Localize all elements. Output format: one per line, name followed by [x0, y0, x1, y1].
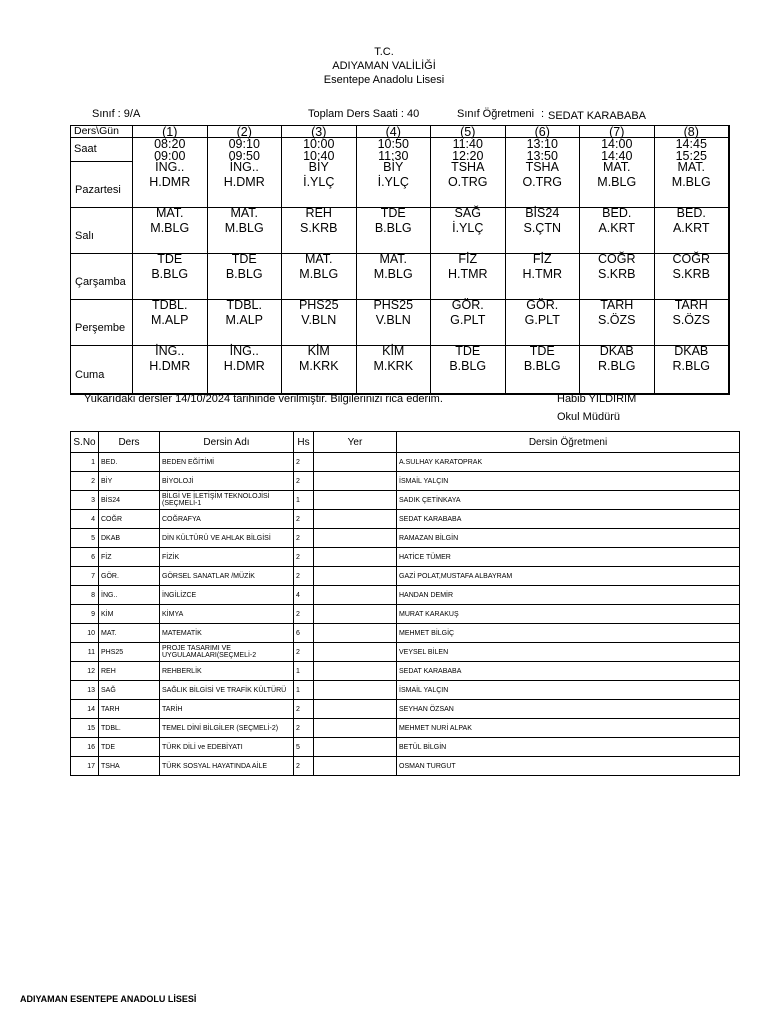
- period-end: 11:30: [378, 149, 409, 163]
- schedule-cell: [580, 208, 655, 254]
- course-name: DİN KÜLTÜRÜ VE AHLAK BİLGİSİ: [160, 529, 294, 548]
- schedule-cell: [655, 208, 730, 254]
- period-number: (8): [683, 125, 699, 139]
- course-name: PROJE TASARIMI VE UYGULAMALARI(SEÇMELİ-2: [160, 643, 294, 662]
- course-name: BİYOLOJİ: [160, 472, 294, 491]
- cell-course: DKAB: [674, 344, 709, 358]
- row-number: 3: [71, 491, 99, 510]
- schedule-cell: [208, 208, 283, 254]
- cell-course: TDE: [157, 252, 183, 266]
- course-teacher: SADIK ÇETİNKAYA: [397, 491, 740, 510]
- cell-course: PHS25: [373, 298, 414, 312]
- course-code: PHS25: [99, 643, 160, 662]
- course-hours: 6: [294, 624, 314, 643]
- cell-teacher: İ.YLÇ: [377, 175, 409, 189]
- schedule-cell: [133, 346, 208, 394]
- course-teacher: VEYSEL BİLEN: [397, 643, 740, 662]
- schedule-cell: [208, 300, 283, 346]
- period-number: (3): [311, 125, 327, 139]
- schedule-cell: [580, 300, 655, 346]
- course-code: İNG..: [99, 586, 160, 605]
- cell-course: TDE: [231, 252, 257, 266]
- course-teacher: SEDAT KARABABA: [397, 662, 740, 681]
- schedule-cell: [282, 162, 357, 208]
- cell-teacher: O.TRG: [522, 175, 563, 189]
- cell-course: İNG..: [155, 344, 185, 358]
- course-room: [314, 491, 397, 510]
- cell-course: TDBL.: [152, 298, 188, 312]
- course-code: BİS24: [99, 491, 160, 510]
- day-label-cuma: Cuma: [75, 369, 105, 381]
- table-row: [71, 624, 740, 643]
- schedule-cell: [506, 300, 581, 346]
- cell-teacher: B.BLG: [523, 359, 561, 373]
- cell-course: MAT.: [304, 252, 333, 266]
- course-code: DKAB: [99, 529, 160, 548]
- course-teacher: OSMAN TURGUT: [397, 757, 740, 776]
- schedule-cell: [655, 346, 730, 394]
- course-room: [314, 662, 397, 681]
- schedule-cell: [357, 208, 432, 254]
- cell-teacher: G.PLT: [524, 313, 560, 327]
- schedule-cell: [431, 346, 506, 394]
- table-row: [71, 586, 740, 605]
- course-code: TDE: [99, 738, 160, 757]
- course-hours: 2: [294, 453, 314, 472]
- table-row: [71, 700, 740, 719]
- course-code: COĞR: [99, 510, 160, 529]
- cell-teacher: S.KRB: [597, 267, 636, 281]
- cell-course: COĞR: [672, 252, 710, 266]
- course-hours: 1: [294, 681, 314, 700]
- cell-course: MAT.: [155, 206, 184, 220]
- course-name: TEMEL DİNİ BİLGİLER (SEÇMELİ-2): [160, 719, 294, 738]
- cell-teacher: M.BLG: [299, 267, 339, 281]
- schedule-cell: [357, 346, 432, 394]
- period-number: (2): [236, 125, 252, 139]
- schedule-cell: [133, 300, 208, 346]
- principal-title: Okul Müdürü: [557, 411, 620, 423]
- course-hours: 1: [294, 662, 314, 681]
- table-row: [71, 453, 740, 472]
- course-code: FİZ: [99, 548, 160, 567]
- period-number: (1): [162, 125, 178, 139]
- course-hours: 2: [294, 472, 314, 491]
- cell-teacher: M.ALP: [225, 313, 263, 327]
- corner-label: Ders\Gün: [74, 125, 119, 137]
- table-row: [71, 605, 740, 624]
- course-hours: 2: [294, 567, 314, 586]
- course-room: [314, 548, 397, 567]
- course-code: SAĞ: [99, 681, 160, 700]
- cell-teacher: A.KRT: [598, 221, 636, 235]
- course-teacher: HATİCE TÜMER: [397, 548, 740, 567]
- cell-teacher: H.DMR: [149, 359, 191, 373]
- schedule-cell: [208, 254, 283, 300]
- period-start: 10:50: [377, 137, 409, 151]
- cell-course: GÖR.: [451, 298, 484, 312]
- cell-course: KİM: [382, 344, 405, 358]
- course-room: [314, 719, 397, 738]
- period-start: 09:10: [228, 137, 260, 151]
- cell-course: MAT.: [677, 160, 706, 174]
- row-number: 7: [71, 567, 99, 586]
- course-teacher: MURAT KARAKUŞ: [397, 605, 740, 624]
- cell-teacher: M.BLG: [597, 175, 637, 189]
- row-number: 14: [71, 700, 99, 719]
- schedule-cell: [506, 162, 581, 208]
- course-list-table: [70, 431, 740, 776]
- row-number: 15: [71, 719, 99, 738]
- row-number: 12: [71, 662, 99, 681]
- course-room: [314, 757, 397, 776]
- course-hours: 5: [294, 738, 314, 757]
- period-number: (6): [534, 125, 550, 139]
- header-school: Esentepe Anadolu Lisesi: [323, 74, 445, 86]
- schedule-cell: [580, 254, 655, 300]
- teacher-name: SEDAT KARABABA: [548, 110, 647, 122]
- principal-name: Habib YILDIRIM: [557, 393, 637, 405]
- cell-teacher: H.DMR: [223, 175, 265, 189]
- period-start: 08:20: [154, 137, 186, 151]
- cell-course: GÖR.: [526, 298, 559, 312]
- course-room: [314, 700, 397, 719]
- period-end: 12:20: [452, 149, 484, 163]
- schedule-cell: [208, 162, 283, 208]
- cell-teacher: H.TMR: [447, 267, 488, 281]
- schedule-cell: [431, 254, 506, 300]
- course-code: MAT.: [99, 624, 160, 643]
- course-code: TDBL.: [99, 719, 160, 738]
- course-hours: 2: [294, 643, 314, 662]
- day-label-salı: Salı: [75, 230, 94, 242]
- row-number: 16: [71, 738, 99, 757]
- period-start: 14:45: [675, 137, 707, 151]
- schedule-cell: [580, 346, 655, 394]
- schedule-cell: [431, 208, 506, 254]
- table-row: [71, 510, 740, 529]
- course-name: MATEMATİK: [160, 624, 294, 643]
- cell-teacher: O.TRG: [447, 175, 488, 189]
- course-name: FİZİK: [160, 548, 294, 567]
- period-end: 13:50: [526, 149, 558, 163]
- cell-course: TDE: [529, 344, 555, 358]
- cell-course: İNG..: [229, 160, 259, 174]
- course-name: İNGİLİZCE: [160, 586, 294, 605]
- cell-course: TARH: [674, 298, 708, 312]
- course-teacher: BETÜL BİLGİN: [397, 738, 740, 757]
- time-label: Saat: [74, 143, 97, 155]
- header-hs: Hs: [294, 432, 314, 453]
- course-hours: 1: [294, 491, 314, 510]
- course-code: GÖR.: [99, 567, 160, 586]
- cell-teacher: S.KRB: [672, 267, 710, 281]
- schedule-cell: [133, 208, 208, 254]
- cell-teacher: V.BLN: [301, 313, 337, 327]
- total-hours-label: Toplam Ders Saati : 40: [308, 108, 420, 120]
- course-hours: 2: [294, 605, 314, 624]
- course-name: GÖRSEL SANATLAR /MÜZİK: [160, 567, 294, 586]
- cell-teacher: S.KRB: [299, 221, 338, 235]
- schedule-cell: [506, 208, 581, 254]
- cell-course: PHS25: [298, 298, 339, 312]
- course-room: [314, 567, 397, 586]
- period-start: 11:40: [452, 137, 483, 151]
- cell-teacher: M.KRK: [373, 359, 414, 373]
- course-name: TARİH: [160, 700, 294, 719]
- course-hours: 2: [294, 719, 314, 738]
- cell-teacher: S.ÖZS: [597, 313, 636, 327]
- schedule-cell: [133, 254, 208, 300]
- period-end: 14:40: [601, 149, 633, 163]
- cell-teacher: H.TMR: [522, 267, 563, 281]
- schedule-cell: [506, 346, 581, 394]
- course-code: BİY: [99, 472, 160, 491]
- cell-course: BİY: [383, 160, 404, 174]
- cell-course: MAT.: [379, 252, 408, 266]
- row-number: 4: [71, 510, 99, 529]
- row-number: 17: [71, 757, 99, 776]
- row-number: 8: [71, 586, 99, 605]
- course-name: KİMYA: [160, 605, 294, 624]
- schedule-cell: [655, 300, 730, 346]
- table-row: [71, 738, 740, 757]
- course-room: [314, 605, 397, 624]
- schedule-cell: [431, 162, 506, 208]
- cell-course: İNG..: [155, 160, 185, 174]
- row-number: 2: [71, 472, 99, 491]
- course-teacher: İSMAİL YALÇIN: [397, 472, 740, 491]
- course-hours: 2: [294, 700, 314, 719]
- period-start: 14:00: [601, 137, 633, 151]
- course-teacher: İSMAİL YALÇIN: [397, 681, 740, 700]
- schedule-cell: [655, 254, 730, 300]
- row-number: 6: [71, 548, 99, 567]
- teacher-label: Sınıf Öğretmeni: [457, 108, 535, 120]
- cell-teacher: M.KRK: [298, 359, 339, 373]
- cell-course: TDE: [455, 344, 481, 358]
- row-number: 1: [71, 453, 99, 472]
- schedule-cell: [506, 254, 581, 300]
- course-room: [314, 472, 397, 491]
- cell-course: FİZ: [458, 252, 478, 266]
- day-label-perşembe: Perşembe: [75, 322, 126, 334]
- course-name: TÜRK DİLİ ve EDEBİYATI: [160, 738, 294, 757]
- cell-course: MAT.: [602, 160, 631, 174]
- cell-course: TDE: [380, 206, 406, 220]
- course-code: TARH: [99, 700, 160, 719]
- course-room: [314, 529, 397, 548]
- period-start: 10:00: [303, 137, 335, 151]
- cell-course: TDBL.: [226, 298, 262, 312]
- period-number: (7): [609, 125, 625, 139]
- table-row: [71, 548, 740, 567]
- course-hours: 2: [294, 757, 314, 776]
- row-number: 10: [71, 624, 99, 643]
- course-code: BED.: [99, 453, 160, 472]
- cell-teacher: G.PLT: [450, 313, 486, 327]
- period-end: 09:00: [154, 149, 186, 163]
- cell-teacher: İ.YLÇ: [452, 221, 484, 235]
- row-number: 9: [71, 605, 99, 624]
- cell-course: TSHA: [451, 160, 485, 174]
- course-hours: 2: [294, 510, 314, 529]
- cell-teacher: M.BLG: [150, 221, 190, 235]
- period-number: (4): [385, 125, 401, 139]
- schedule-cell: [655, 162, 730, 208]
- row-number: 13: [71, 681, 99, 700]
- course-room: [314, 510, 397, 529]
- period-end: 15:25: [675, 149, 707, 163]
- course-teacher: MEHMET NURİ ALPAK: [397, 719, 740, 738]
- table-row: [71, 757, 740, 776]
- cell-course: İNG..: [229, 344, 259, 358]
- header-tc: T.C.: [374, 46, 394, 58]
- course-room: [314, 643, 397, 662]
- schedule-cell: [282, 346, 357, 394]
- cell-teacher: R.BLG: [597, 359, 636, 373]
- course-teacher: GAZİ POLAT,MUSTAFA ALBAYRAM: [397, 567, 740, 586]
- cell-course: COĞR: [598, 252, 636, 266]
- row-number: 5: [71, 529, 99, 548]
- course-list-header: [71, 432, 740, 453]
- course-name: TÜRK SOSYAL HAYATINDA AİLE: [160, 757, 294, 776]
- table-row: [71, 681, 740, 700]
- cell-teacher: S.ÖZS: [672, 313, 710, 327]
- class-label: Sınıf : 9/A: [92, 108, 141, 120]
- day-label-pazartesi: Pazartesi: [75, 184, 121, 196]
- schedule-cell: [133, 162, 208, 208]
- header-sno: S.No: [71, 432, 99, 453]
- weekly-schedule: [70, 125, 730, 395]
- header-valilik: ADIYAMAN VALİLİĞİ: [332, 60, 436, 72]
- course-name: COĞRAFYA: [160, 510, 294, 529]
- course-room: [314, 738, 397, 757]
- schedule-cell: [208, 346, 283, 394]
- schedule-cell: [431, 300, 506, 346]
- period-start: 13:10: [526, 137, 558, 151]
- course-name: BEDEN EĞİTİMİ: [160, 453, 294, 472]
- schedule-cell: [357, 162, 432, 208]
- day-label-çarşamba: Çarşamba: [75, 276, 126, 288]
- table-row: [71, 662, 740, 681]
- cell-teacher: İ.YLÇ: [303, 175, 335, 189]
- schedule-cell: [282, 254, 357, 300]
- course-teacher: HANDAN DEMİR: [397, 586, 740, 605]
- table-row: [71, 719, 740, 738]
- course-code: REH: [99, 662, 160, 681]
- header-yer: Yer: [314, 432, 397, 453]
- cell-course: TARH: [600, 298, 634, 312]
- table-row: [71, 472, 740, 491]
- period-number: (5): [460, 125, 476, 139]
- cell-teacher: S.ÇTN: [523, 221, 561, 235]
- header-teacher: Dersin Öğretmeni: [397, 432, 740, 453]
- cell-course: BİS24: [525, 206, 560, 220]
- cell-teacher: M.BLG: [671, 175, 711, 189]
- cell-course: BED.: [676, 206, 706, 220]
- period-end: 10:40: [303, 149, 335, 163]
- course-code: TSHA: [99, 757, 160, 776]
- cell-course: DKAB: [599, 344, 634, 358]
- header-ders: Ders: [99, 432, 160, 453]
- cell-course: MAT.: [230, 206, 259, 220]
- course-hours: 2: [294, 529, 314, 548]
- cell-course: TSHA: [525, 160, 559, 174]
- course-room: [314, 586, 397, 605]
- course-hours: 2: [294, 548, 314, 567]
- cell-teacher: H.DMR: [149, 175, 191, 189]
- cell-course: FİZ: [532, 252, 552, 266]
- cell-teacher: H.DMR: [223, 359, 265, 373]
- cell-teacher: B.BLG: [225, 267, 263, 281]
- course-hours: 4: [294, 586, 314, 605]
- course-room: [314, 681, 397, 700]
- cell-teacher: R.BLG: [672, 359, 710, 373]
- course-name: SAĞLIK BİLGİSİ VE TRAFİK KÜLTÜRÜ: [160, 681, 294, 700]
- teacher-separator: :: [541, 108, 545, 120]
- period-end: 09:50: [228, 149, 260, 163]
- cell-course: KİM: [307, 344, 330, 358]
- course-name: BİLGİ VE İLETİŞİM TEKNOLOJİSİ (SEÇMELİ-1: [160, 491, 294, 510]
- cell-course: REH: [305, 206, 332, 220]
- course-teacher: SEDAT KARABABA: [397, 510, 740, 529]
- header-dersin-adi: Dersin Adı: [160, 432, 294, 453]
- row-number: 11: [71, 643, 99, 662]
- schedule-note: Yukarıdaki dersler 14/10/2024 tarihinde verilmiştir. Bilgilerinizi rica ederim.: [84, 393, 443, 405]
- cell-course: BİY: [308, 160, 329, 174]
- cell-teacher: B.BLG: [374, 221, 412, 235]
- schedule-cell: [357, 254, 432, 300]
- schedule-cell: [282, 208, 357, 254]
- cell-course: BED.: [602, 206, 632, 220]
- course-teacher: RAMAZAN BİLGİN: [397, 529, 740, 548]
- cell-teacher: V.BLN: [375, 313, 411, 327]
- course-name: REHBERLİK: [160, 662, 294, 681]
- schedule-cell: [357, 300, 432, 346]
- footer-school-name: ADIYAMAN ESENTEPE ANADOLU LİSESİ: [20, 994, 197, 1004]
- table-row: [71, 567, 740, 586]
- cell-teacher: B.BLG: [449, 359, 487, 373]
- course-room: [314, 624, 397, 643]
- schedule-cell: [580, 162, 655, 208]
- cell-teacher: M.ALP: [150, 313, 189, 327]
- cell-teacher: B.BLG: [151, 267, 189, 281]
- table-row: [71, 643, 740, 662]
- table-row: [71, 491, 740, 510]
- schedule-cell: [282, 300, 357, 346]
- table-row: [71, 529, 740, 548]
- cell-teacher: M.BLG: [373, 267, 413, 281]
- course-teacher: A.SULHAY KARATOPRAK: [397, 453, 740, 472]
- course-teacher: MEHMET BİLGİÇ: [397, 624, 740, 643]
- cell-teacher: A.KRT: [672, 221, 710, 235]
- course-room: [314, 453, 397, 472]
- cell-course: SAĞ: [454, 206, 481, 220]
- course-teacher: SEYHAN ÖZSAN: [397, 700, 740, 719]
- cell-teacher: M.BLG: [224, 221, 264, 235]
- course-code: KİM: [99, 605, 160, 624]
